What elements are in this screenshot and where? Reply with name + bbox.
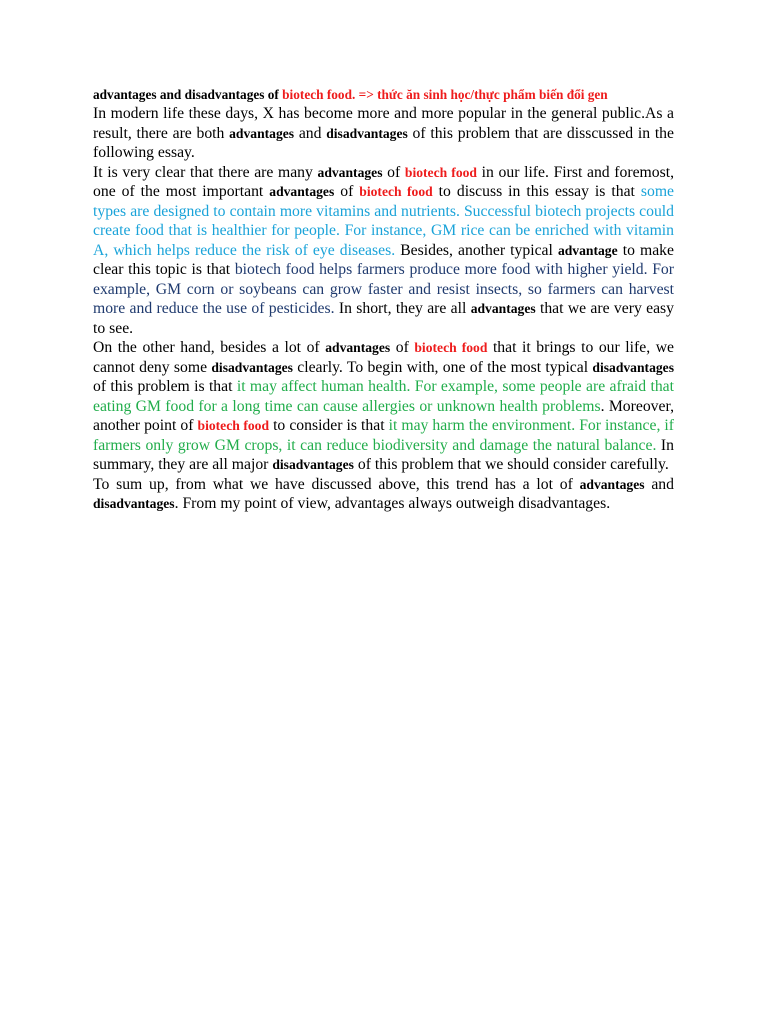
disadvantages-paragraph <box>93 338 674 475</box>
topic-highlight: biotech food <box>404 164 477 180</box>
keyword: advantages <box>470 301 536 316</box>
keyword: disadvantages <box>211 359 293 375</box>
keyword: disadvantages <box>93 496 175 511</box>
text-run: Besides, another typical <box>395 241 558 259</box>
document-page <box>93 86 674 514</box>
text-run: . Moreover, another point of <box>93 397 674 434</box>
text-run: of <box>390 339 415 356</box>
keyword: advantages <box>317 164 383 180</box>
text-run: to discuss in this essay is that <box>432 183 641 200</box>
text-run: To sum up, from what we have discussed above, this trend has a lot of <box>93 475 580 493</box>
disadvantage-1-text: it may affect human health. For example, some people are afraid that eating GM food for a long time can cause allergies or unknown health problems <box>93 378 674 415</box>
advantage-2-text: biotech food helps farmers produce more food with higher yield. For example, GM corn or soybeans can grow faster and resist insects, so farmers can harvest more and reduce the use of pesticides. <box>93 261 674 317</box>
text-run: of <box>334 183 360 200</box>
document-title <box>93 86 674 104</box>
keyword: advantages <box>579 476 645 492</box>
conclusion-paragraph <box>93 475 674 514</box>
keyword: disadvantages <box>326 125 408 141</box>
title-translation: biotech food. => thức ăn sinh học/thực phẩm biến đổi gen <box>282 87 608 102</box>
text-run: to consider is that <box>269 417 389 434</box>
topic-highlight: biotech food <box>197 418 270 433</box>
text-run: In summary, they are all major <box>93 436 674 473</box>
text-run: clearly. To begin with, one of the most typical <box>292 358 593 376</box>
keyword: advantages <box>229 125 295 141</box>
keyword: advantages <box>325 340 391 355</box>
title-text: advantages and disadvantages of <box>93 87 283 102</box>
text-run: It is very clear that there are many <box>93 163 318 181</box>
topic-highlight: biotech food <box>359 184 433 199</box>
text-run: On the other hand, besides a lot of <box>93 339 326 356</box>
keyword: disadvantages <box>272 457 354 472</box>
text-run: of this problem that are disscussed in the following essay. <box>93 124 674 161</box>
text-run: to make clear this topic is that <box>93 241 674 278</box>
intro-paragraph <box>93 104 674 163</box>
advantage-1-text: some types are designed to contain more vitamins and nutrients. Successful biotech projects could create food that is healthier for people. For instance, GM rice can be enriched with vitamin A, which helps reduce the risk of eye diseases. <box>93 183 674 259</box>
keyword: advantage <box>557 242 618 258</box>
advantages-paragraph <box>93 163 674 339</box>
text-run: in our life. First and foremost, one of the most important <box>93 163 674 200</box>
keyword: disadvantages <box>592 359 674 375</box>
text-run: of <box>382 163 405 181</box>
text-run: and <box>644 475 674 493</box>
keyword: advantages <box>269 184 335 199</box>
text-run: of this problem is that <box>93 378 237 395</box>
text-run: that we are very easy to see. <box>93 300 674 337</box>
topic-highlight: biotech food <box>414 340 488 355</box>
text-run: In short, they are all <box>334 300 471 317</box>
text-run: of this problem that we should consider carefully. <box>353 456 669 473</box>
text-run: and <box>294 124 327 142</box>
text-run: that it brings to our life, we cannot deny some <box>93 339 674 376</box>
text-run: . From my point of view, advantages always outweigh disadvantages. <box>174 495 611 512</box>
disadvantage-2-text: it may harm the environment. For instance, if farmers only grow GM crops, it can reduce biodiversity and damage the natural balance. <box>93 417 674 454</box>
text-run: In modern life these days, X has become more and more popular in the general public.As a result, there are both <box>93 105 674 142</box>
